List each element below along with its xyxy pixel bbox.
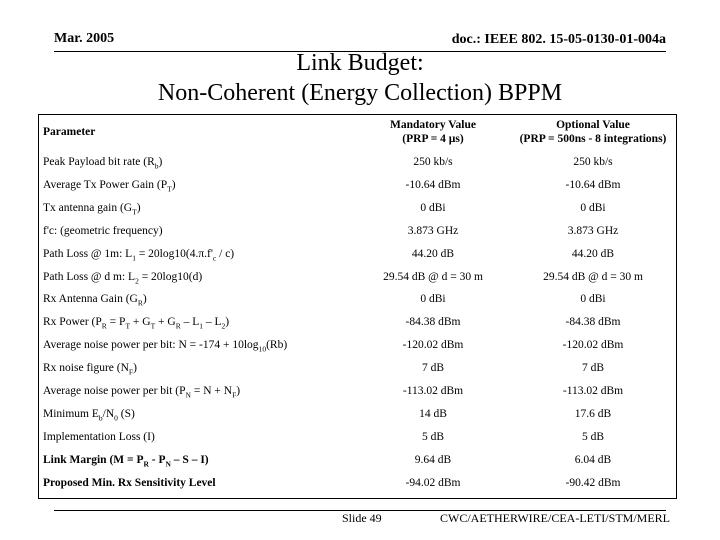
optional-value-cell: -90.42 dBm (565, 476, 621, 489)
table-row (39, 426, 676, 448)
mandatory-value-cell: 0 dBi (420, 201, 446, 214)
mandatory-value-cell: 5 dB (421, 430, 445, 443)
table-row (39, 311, 676, 333)
param-cell: f'c: (geometric frequency) (43, 224, 163, 237)
table-row (39, 220, 676, 242)
param-cell: Average noise power per bit $(P_N = N + N_F)$ (43, 385, 241, 400)
optional-value-cell: -120.02 dBm (562, 339, 624, 352)
mandatory-value-cell: -10.64 dBm (405, 178, 461, 191)
param-cell: Rx Antenna Gain $(G_R)$ (43, 293, 147, 308)
header-optional-sub: (PRP = 500ns - 8 integrations) (519, 133, 667, 145)
param-cell: Path Loss @ 1m: $L_1 = 20\log 10(4.\pi.f'_c / c)$ (43, 247, 235, 262)
optional-value-cell: 7 dB (581, 362, 605, 375)
optional-value-cell: 44.20 dB (571, 247, 615, 260)
optional-value-cell: -113.02 dBm (562, 385, 624, 397)
optional-value-cell: 250 kb/s (573, 156, 613, 168)
mandatory-value-cell: 7 dB (421, 362, 445, 375)
table-row (39, 288, 676, 310)
table-row (39, 449, 676, 471)
optional-value-cell: 3.873 GHz (567, 224, 619, 237)
param-cell: Peak Payload bit rate $(R_b)$ (43, 156, 163, 171)
table-row (39, 174, 676, 196)
mandatory-value-cell: 29.54 dB @ d = 30 m (383, 270, 483, 283)
header-doc-id: doc.: IEEE 802. 15-05-0130-01-004a (451, 32, 666, 47)
mandatory-value-cell: -94.02 dBm (405, 476, 461, 489)
header-parameter: Parameter (43, 126, 96, 138)
optional-value-cell: -84.38 dBm (565, 316, 621, 329)
param-cell: Proposed Min. Rx Sensitivity Level (43, 476, 216, 489)
param-cell: Tx antenna gain $(G_T)$ (43, 201, 141, 217)
table-row (39, 357, 676, 379)
param-cell: Average Tx Power Gain $(P_T)$ (43, 178, 176, 194)
mandatory-value-cell: 0 dBi (420, 293, 446, 306)
table-row (39, 151, 676, 173)
table-row (39, 266, 676, 288)
mandatory-value-cell: 44.20 dB (411, 247, 455, 260)
optional-value-cell: 0 dBi (580, 201, 606, 214)
mandatory-value-cell: 3.873 GHz (407, 224, 459, 237)
optional-value-cell: 6.04 dB (574, 453, 612, 466)
footer-slide-number: Slide 49 (342, 511, 382, 525)
optional-value-cell: 5 dB (581, 430, 605, 443)
table-row (39, 334, 676, 356)
mandatory-value-cell: 9.64 dB (414, 453, 452, 466)
mandatory-value-cell: 14 dB (419, 407, 447, 420)
header-optional-title: Optional Value (556, 119, 630, 131)
slide-title-line-1: Link Budget: (296, 50, 424, 76)
param-cell: Average noise power per bit: $N = -174 + 10\log_{10}(Rb)$ (43, 339, 288, 354)
table-row (39, 243, 676, 265)
table-header-row (39, 117, 676, 147)
link-budget-table (38, 114, 677, 499)
slide-title-line-2: Non-Coherent (Energy Collection) BPPM (157, 80, 563, 106)
optional-value-cell: 0 dBi (580, 293, 606, 306)
header-date: Mar. 2005 (54, 31, 115, 46)
mandatory-value-cell: -113.02 dBm (402, 385, 464, 397)
header-mandatory-title: Mandatory Value (390, 119, 476, 131)
mandatory-value-cell: 250 kb/s (413, 156, 453, 168)
table-row (39, 403, 676, 425)
param-cell: Rx Power $(P_R = P_T + G_T + G_R - L_1 - L_2)$ (43, 316, 230, 331)
optional-value-cell: -10.64 dBm (565, 178, 621, 191)
optional-value-cell: 17.6 dB (574, 407, 612, 420)
param-cell: Minimum $E_b/N_0$ (S) (43, 407, 135, 423)
mandatory-value-cell: -120.02 dBm (402, 339, 464, 352)
table-row (39, 380, 676, 402)
mandatory-value-cell: -84.38 dBm (405, 316, 461, 329)
param-cell: Implementation Loss (I) (43, 430, 155, 443)
header-optional (510, 118, 676, 146)
table-row (39, 197, 676, 219)
header-mandatory (356, 118, 510, 146)
table-row (39, 472, 676, 494)
param-cell: Rx noise figure $(N_F)$ (43, 362, 137, 377)
param-cell: Link Margin $(M = P_R - P_N - S - I)$ (43, 453, 209, 468)
header-mandatory-sub: (PRP = 4 µs) (402, 133, 464, 145)
footer-organizations: CWC/AETHERWIRE/CEA-LETI/STM/MERL (440, 511, 670, 525)
optional-value-cell: 29.54 dB @ d = 30 m (543, 270, 643, 283)
param-cell: Path Loss @ d m: $L_2 = 20\log 10(d)$ (43, 270, 203, 285)
